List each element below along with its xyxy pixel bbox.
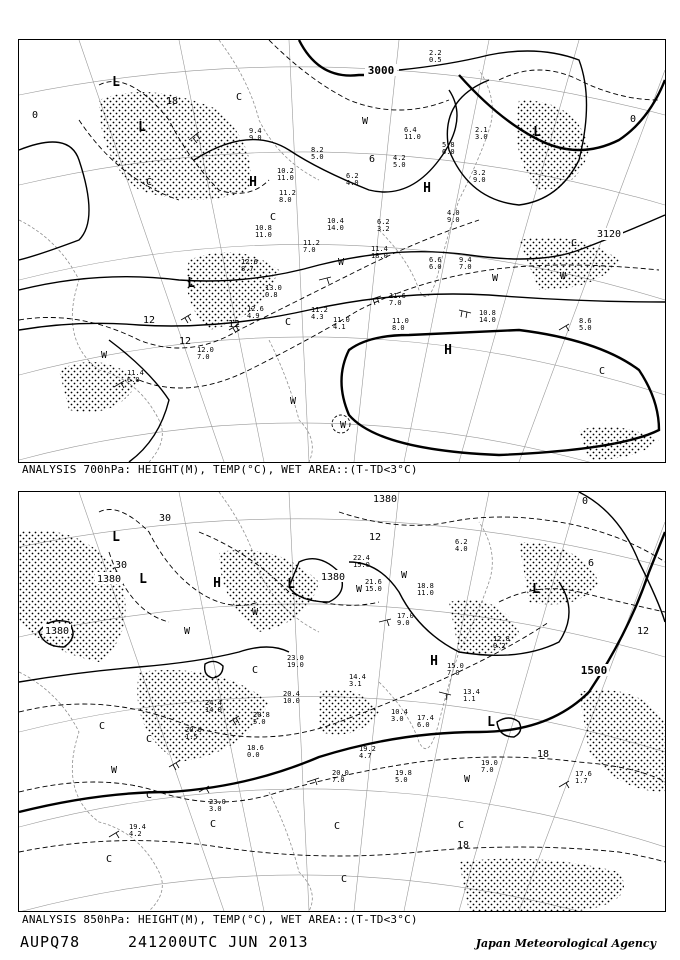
- station-dew: 4.0: [346, 179, 359, 187]
- station-dew: 6.0: [429, 263, 442, 271]
- station-dew: 6.0: [417, 721, 430, 729]
- station-dew: 7.0: [197, 353, 210, 361]
- station-dew: 14.0: [327, 224, 344, 232]
- cold-mark: C: [105, 854, 113, 865]
- low-center: L: [532, 582, 540, 597]
- low-center: L: [187, 276, 195, 291]
- cold-mark: C: [145, 790, 153, 801]
- contour-label: 1380: [320, 572, 346, 583]
- station-temp: 10.8: [255, 224, 272, 232]
- station-temp: 23.0: [287, 654, 304, 662]
- station-temp: 2.2: [429, 49, 442, 57]
- station-temp: 22.4: [353, 554, 370, 562]
- station-temp: 21.6: [365, 578, 382, 586]
- isotherm-label: 0: [581, 496, 589, 507]
- station-temp: 2.1: [475, 126, 488, 134]
- station-dew: 7.0: [459, 263, 472, 271]
- map-panel-700hpa: [18, 39, 666, 463]
- isotherm-label: 30: [158, 513, 172, 524]
- warm-mark: W: [400, 570, 408, 581]
- low-center: L: [487, 715, 495, 730]
- warm-mark: W: [100, 350, 108, 361]
- station-dew: 19.0: [287, 661, 304, 669]
- low-center: L: [112, 530, 120, 545]
- station-dew: 14.0: [479, 316, 496, 324]
- isotherm-label: 12: [368, 532, 382, 543]
- isotherm-label: 30: [114, 560, 128, 571]
- station-temp: 4.2: [393, 154, 406, 162]
- station-temp: 20.8: [253, 711, 270, 719]
- station-dew: 5.0: [311, 153, 324, 161]
- high-center: H: [430, 654, 438, 669]
- warm-mark: W: [361, 116, 369, 127]
- station-temp: 17.4: [417, 714, 434, 722]
- cold-mark: C: [284, 317, 292, 328]
- isotherm-label: 12: [227, 319, 241, 330]
- station-dew: 0.5: [429, 56, 442, 64]
- isotherm-label: 18: [536, 749, 550, 760]
- station-dew: 7.0: [332, 776, 345, 784]
- station-dew: 3.2: [377, 225, 390, 233]
- low-center: L: [287, 577, 295, 592]
- isotherm-label: C: [145, 177, 153, 188]
- station-dew: 5.0: [579, 324, 592, 332]
- station-dew: 18.0: [371, 252, 388, 260]
- station-temp: 11.2: [303, 239, 320, 247]
- station-dew: 8.0: [279, 196, 292, 204]
- station-dew: 3.1: [349, 680, 362, 688]
- cold-mark: C: [235, 92, 243, 103]
- station-dew: 4.7: [359, 752, 372, 760]
- high-center: H: [423, 181, 431, 196]
- station-temp: 18.8: [417, 582, 434, 590]
- low-center: L: [533, 125, 541, 140]
- station-dew: 10.0: [283, 697, 300, 705]
- chart-caption-700hpa: ANALYSIS 700hPa: HEIGHT(M), TEMP(°C), WET AREA::(T-TD<3°C): [22, 463, 418, 476]
- station-temp: 11.2: [279, 189, 296, 197]
- station-temp: 17.6: [575, 770, 592, 778]
- station-temp: 11.4: [127, 369, 144, 377]
- station-dew: 1.5: [185, 733, 198, 741]
- isotherm-label: 6: [587, 558, 595, 569]
- station-dew: 4.0: [455, 545, 468, 553]
- station-dew: 1.7: [575, 777, 588, 785]
- warm-mark: W: [355, 584, 363, 595]
- station-temp: 13.4: [463, 688, 480, 696]
- station-temp: 11.0: [392, 317, 409, 325]
- warm-mark: W: [289, 396, 297, 407]
- station-temp: 11.0: [333, 316, 350, 324]
- station-dew: 6.0: [442, 148, 455, 156]
- station-temp: 8.2: [311, 146, 324, 154]
- isotherm-label: 18: [456, 840, 470, 851]
- station-temp: 11.6: [389, 292, 406, 300]
- station-temp: 17.0: [397, 612, 414, 620]
- station-temp: 10.8: [479, 309, 496, 317]
- contour-label: 3000: [367, 64, 395, 77]
- isotherm-label: 0: [31, 110, 39, 121]
- isotherm-label: 12: [178, 336, 192, 347]
- station-temp: 8.6: [579, 317, 592, 325]
- cold-mark: C: [251, 665, 259, 676]
- station-temp: 20.0: [332, 769, 349, 777]
- station-temp: 12.0: [197, 346, 214, 354]
- station-temp: 18.6: [247, 744, 264, 752]
- chart-id: AUPQ78: [20, 933, 81, 951]
- station-dew: 9.0: [249, 134, 262, 142]
- station-dew: 7.0: [303, 246, 316, 254]
- station-dew: 5.0: [395, 776, 408, 784]
- station-dew: 3.0: [391, 715, 404, 723]
- station-dew: 5.0: [253, 718, 266, 726]
- station-temp: 10.4: [391, 708, 408, 716]
- map-700hpa: [19, 40, 665, 462]
- low-center: L: [139, 572, 147, 587]
- station-temp: 19.4: [129, 823, 146, 831]
- station-dew: 4.1: [333, 323, 346, 331]
- station-temp: 20.0: [185, 726, 202, 734]
- station-temp: 6.6: [429, 256, 442, 264]
- station-dew: 1.1: [463, 695, 476, 703]
- station-temp: 10.4: [327, 217, 344, 225]
- valid-time: 241200UTC JUN 2013: [128, 933, 309, 951]
- isotherm-label: 6: [368, 154, 376, 165]
- low-center: L: [138, 120, 146, 135]
- station-dew: 0.0: [247, 751, 260, 759]
- contour-label: 1380: [96, 574, 122, 585]
- station-temp: 20.4: [283, 690, 300, 698]
- cold-mark: C: [570, 238, 578, 249]
- station-dew: 11.0: [417, 589, 434, 597]
- station-temp: 19.8: [395, 769, 412, 777]
- isotherm-label: 18: [165, 96, 179, 107]
- station-dew: 14.0: [205, 706, 222, 714]
- warm-mark: W: [251, 607, 259, 618]
- station-dew: 9.0: [447, 216, 460, 224]
- map-panel-850hpa: [18, 491, 666, 912]
- isotherm-label: 12: [636, 626, 650, 637]
- station-temp: 13.0: [265, 284, 282, 292]
- warm-mark: W: [339, 420, 347, 431]
- station-dew: 8.0: [392, 324, 405, 332]
- high-center: H: [249, 175, 257, 190]
- station-dew: 0.2: [493, 642, 506, 650]
- isotherm-label: 12: [142, 315, 156, 326]
- station-temp: 24.4: [205, 699, 222, 707]
- station-dew: 15.0: [353, 561, 370, 569]
- station-temp: 3.2: [473, 169, 486, 177]
- station-dew: 8.7: [241, 265, 254, 273]
- station-dew: 7.0: [389, 299, 402, 307]
- station-dew: 11.0: [277, 174, 294, 182]
- station-temp: 19.0: [481, 759, 498, 767]
- station-dew: 9.0: [473, 176, 486, 184]
- low-center: L: [112, 75, 120, 90]
- map-850hpa: [19, 492, 665, 911]
- station-plots: [127, 49, 592, 384]
- contour-label: 1380: [372, 494, 398, 505]
- station-temp: 11.4: [371, 245, 388, 253]
- warm-mark: W: [463, 774, 471, 785]
- warm-mark: W: [491, 273, 499, 284]
- station-dew: 4.9: [247, 312, 260, 320]
- warm-mark: W: [183, 626, 191, 637]
- station-temp: 5.8: [442, 141, 455, 149]
- contour-label: 3120: [596, 229, 622, 240]
- station-temp: 4.0: [447, 209, 460, 217]
- station-temp: 9.4: [249, 127, 262, 135]
- station-dew: 9.0: [397, 619, 410, 627]
- station-dew: 4.2: [129, 830, 142, 838]
- station-temp: 11.2: [311, 306, 328, 314]
- station-dew: 11.0: [404, 133, 421, 141]
- high-center: H: [213, 576, 221, 591]
- station-temp: 12.6: [241, 258, 258, 266]
- warm-mark: W: [110, 765, 118, 776]
- cold-mark: C: [598, 366, 606, 377]
- station-temp: 14.4: [349, 673, 366, 681]
- station-dew: 3.0: [475, 133, 488, 141]
- contour-label: 1500: [580, 664, 608, 677]
- station-dew: 15.0: [365, 585, 382, 593]
- warm-mark: W: [337, 257, 345, 268]
- station-temp: 12.6: [247, 305, 264, 313]
- station-temp: 10.2: [277, 167, 294, 175]
- station-temp: 6.2: [346, 172, 359, 180]
- wet-areas: [59, 92, 659, 460]
- station-temp: 12.8: [493, 635, 510, 643]
- isotherm-label: 0: [629, 114, 637, 125]
- station-temp: 9.4: [459, 256, 472, 264]
- warm-mark: W: [559, 271, 567, 282]
- cold-mark: C: [269, 212, 277, 223]
- station-temp: 15.0: [447, 662, 464, 670]
- cold-mark: C: [98, 721, 106, 732]
- station-temp: 6.2: [377, 218, 390, 226]
- station-dew: 7.0: [481, 766, 494, 774]
- station-temp: 23.0: [209, 798, 226, 806]
- station-dew: 4.3: [311, 313, 324, 321]
- agency-credit: Japan Meteorological Agency: [475, 937, 656, 950]
- station-dew: 0.8: [265, 291, 278, 299]
- cold-mark: C: [333, 821, 341, 832]
- station-temp: 6.2: [455, 538, 468, 546]
- station-dew: 3.0: [209, 805, 222, 813]
- chart-caption-850hpa: ANALYSIS 850hPa: HEIGHT(M), TEMP(°C), WET AREA::(T-TD<3°C): [22, 913, 418, 926]
- cold-mark: C: [209, 819, 217, 830]
- cold-mark: C: [340, 874, 348, 885]
- high-center: H: [444, 343, 452, 358]
- station-dew: 11.0: [255, 231, 272, 239]
- station-temp: 19.2: [359, 745, 376, 753]
- cold-mark: C: [145, 734, 153, 745]
- contour-label: 1380: [44, 626, 70, 637]
- station-dew: 6.0: [127, 376, 140, 384]
- station-temp: 6.4: [404, 126, 417, 134]
- station-dew: 7.0: [447, 669, 460, 677]
- station-dew: 5.0: [393, 161, 406, 169]
- cold-mark: C: [457, 820, 465, 831]
